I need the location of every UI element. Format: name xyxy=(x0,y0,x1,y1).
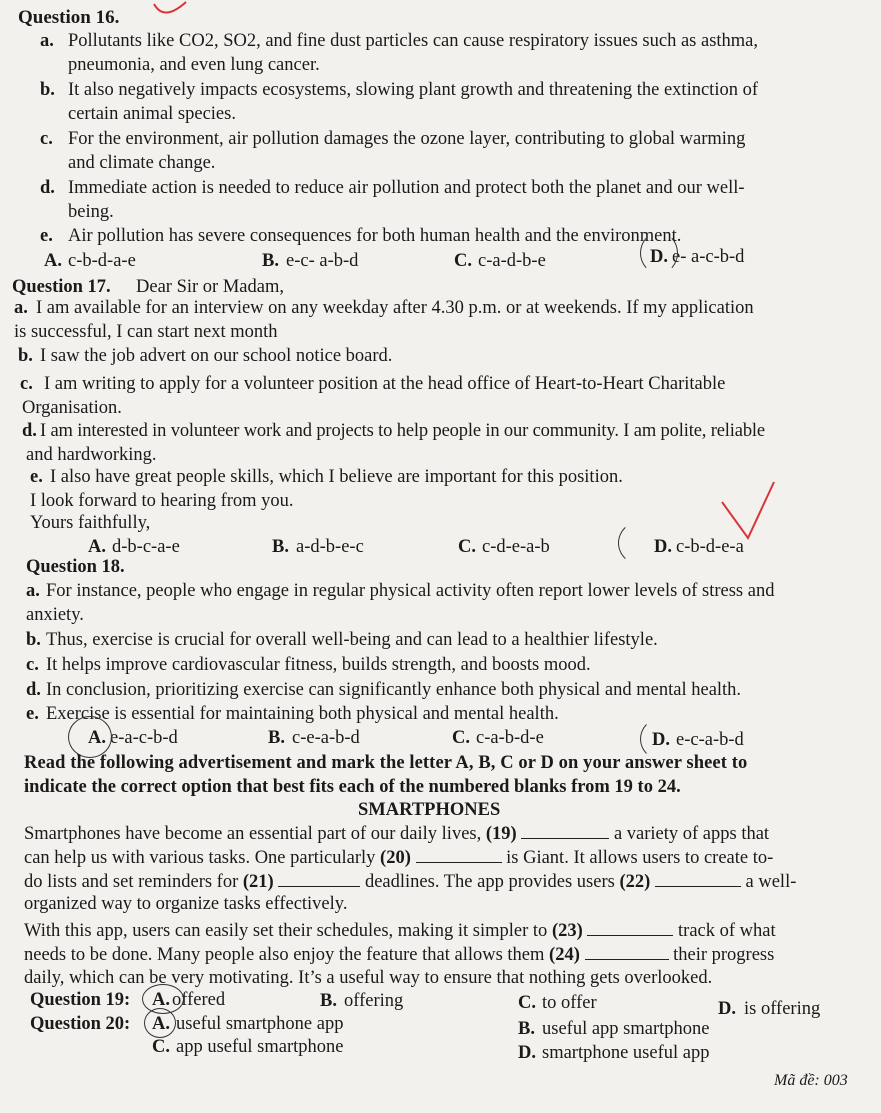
q16-a-letter: a. xyxy=(40,31,54,51)
q17-c-line2: Organisation. xyxy=(22,398,122,418)
q19-opt-d[interactable]: is offering xyxy=(744,999,821,1019)
q16-a-line1: Pollutants like CO2, SO2, and fine dust particles can cause respiratory issues such as asthma, xyxy=(68,31,759,51)
passage-line xyxy=(24,919,776,943)
q16-c-letter: c. xyxy=(40,129,53,149)
q16-opt-c[interactable]: c-a-d-b-e xyxy=(478,251,546,271)
blank-20[interactable] xyxy=(416,846,502,863)
q17-d-letter: d. xyxy=(22,421,37,441)
q16-opt-b[interactable]: e-c- a-b-d xyxy=(286,251,359,271)
q19-opt-c[interactable]: to offer xyxy=(542,993,597,1013)
q17-d-line1: I am interested in volunteer work and projects to help people in our community. I am polite, reliable xyxy=(40,421,765,441)
q17-opt-a[interactable]: d-b-c-a-e xyxy=(112,537,180,557)
red-check-icon xyxy=(718,478,778,544)
blank-number-21: (21) xyxy=(242,872,274,892)
q17-opt-c-letter: C. xyxy=(458,537,476,557)
q20-opt-d[interactable]: smartphone useful app xyxy=(542,1043,710,1063)
q16-c-line1: For the environment, air pollution damages the ozone layer, contributing to global warming xyxy=(68,129,746,149)
q17-opt-d[interactable]: c-b-d-e-a xyxy=(676,537,744,557)
q16-opt-a[interactable]: c-b-d-a-e xyxy=(68,251,136,271)
q18-b-letter: b. xyxy=(26,630,41,650)
q17-e-line1: I also have great people skills, which I believe are important for this position. xyxy=(50,467,623,487)
blank-23[interactable] xyxy=(587,919,673,936)
q18-b-line1: Thus, exercise is crucial for overall well-being and can lead to a healthier lifestyle. xyxy=(46,630,658,650)
q20-opt-a-letter: A. xyxy=(152,1014,170,1034)
q20-title: Question 20: xyxy=(30,1014,131,1034)
passage-line: organized way to organize tasks effectively. xyxy=(24,894,348,914)
q20-opt-a[interactable]: useful smartphone app xyxy=(176,1014,344,1034)
blank-number-20: (20) xyxy=(380,848,411,868)
q16-title: Question 16. xyxy=(18,7,120,28)
q18-opt-b[interactable]: c-e-a-b-d xyxy=(292,728,360,748)
q17-opt-a-letter: A. xyxy=(88,537,106,557)
q18-a-letter: a. xyxy=(26,581,40,601)
q17-opt-b-letter: B. xyxy=(272,537,289,557)
q17-b-letter: b. xyxy=(18,346,33,366)
red-check-icon xyxy=(150,0,190,22)
q18-c-letter: c. xyxy=(26,655,39,675)
passage-text: With this app, users can easily set their schedules, making it simpler to xyxy=(24,921,548,941)
q16-e-letter: e. xyxy=(40,226,53,246)
q18-opt-b-letter: B. xyxy=(268,728,285,748)
passage-text: track of what xyxy=(678,921,776,941)
q18-c-line1: It helps improve cardiovascular fitness, builds strength, and boosts mood. xyxy=(46,655,591,675)
blank-number-19: (19) xyxy=(485,824,517,844)
q16-opt-d[interactable]: e- a-c-b-d xyxy=(672,247,745,267)
q20-opt-b[interactable]: useful app smartphone xyxy=(542,1019,710,1039)
q17-a-line2: is successful, I can start next month xyxy=(14,322,278,342)
blank-24[interactable] xyxy=(585,943,669,960)
passage-text: do lists and set reminders for xyxy=(24,872,239,892)
q20-opt-b-letter: B. xyxy=(518,1019,535,1039)
q17-opt-b[interactable]: a-d-b-e-c xyxy=(296,537,364,557)
passage-text: a well- xyxy=(745,872,797,892)
q16-b-line1: It also negatively impacts ecosystems, slowing plant growth and threatening the extinction of xyxy=(68,80,758,100)
q17-a-letter: a. xyxy=(14,298,28,318)
q16-opt-c-letter: C. xyxy=(454,251,472,271)
q18-opt-d[interactable]: e-c-a-b-d xyxy=(676,730,744,750)
q16-e-line1: Air pollution has severe consequences for both human health and the environment. xyxy=(68,226,682,246)
q18-opt-a-letter: A. xyxy=(88,728,106,748)
instructions-line2: indicate the correct option that best fits each of the numbered blanks from 19 to 24. xyxy=(24,777,681,797)
q18-d-letter: d. xyxy=(26,680,41,700)
q16-opt-d-letter: D. xyxy=(650,247,668,267)
circled-answer-mark xyxy=(618,520,668,566)
q18-opt-c[interactable]: c-a-b-d-e xyxy=(476,728,544,748)
instructions-line1: Read the following advertisement and mark the letter A, B, C or D on your answer sheet to xyxy=(24,753,748,773)
passage-text: needs to be done. Many people also enjoy the feature that allows them xyxy=(24,945,545,965)
q18-e-line1: Exercise is essential for maintaining both physical and mental health. xyxy=(46,704,559,724)
blank-21[interactable] xyxy=(278,870,360,887)
q16-opt-a-letter: A. xyxy=(44,251,62,271)
q18-d-line1: In conclusion, prioritizing exercise can significantly enhance both physical and mental health. xyxy=(46,680,742,700)
q17-c-line1: I am writing to apply for a volunteer position at the head office of Heart-to-Heart Charitable xyxy=(44,374,726,394)
passage-text: their progress xyxy=(673,945,775,965)
q17-closing-2: Yours faithfully, xyxy=(30,513,151,533)
q16-d-line1: Immediate action is needed to reduce air pollution and protect both the planet and our well- xyxy=(68,178,745,198)
q16-b-line2: certain animal species. xyxy=(68,104,236,124)
q17-d-line2: and hardworking. xyxy=(26,445,157,465)
q18-opt-a[interactable]: e-a-c-b-d xyxy=(110,728,178,748)
passage-line xyxy=(24,822,769,846)
q20-opt-c[interactable]: app useful smartphone xyxy=(176,1037,344,1057)
q16-c-line2: and climate change. xyxy=(68,153,216,173)
passage-title: SMARTPHONES xyxy=(358,800,501,820)
q20-opt-d-letter: D. xyxy=(518,1043,536,1063)
q17-c-letter: c. xyxy=(20,374,33,394)
q16-d-letter: d. xyxy=(40,178,55,198)
q19-opt-a-letter: A. xyxy=(152,990,170,1010)
q19-opt-d-letter: D. xyxy=(718,999,736,1019)
q16-d-line2: being. xyxy=(68,202,114,222)
circled-answer-mark xyxy=(144,1008,176,1038)
q17-e-letter: e. xyxy=(30,467,43,487)
q16-b-letter: b. xyxy=(40,80,55,100)
passage-text: Smartphones have become an essential part of our daily lives, xyxy=(24,824,482,844)
q18-opt-c-letter: C. xyxy=(452,728,470,748)
q18-a-line1: For instance, people who engage in regular physical activity often report lower levels of stress and xyxy=(46,581,775,601)
q19-opt-a[interactable]: offered xyxy=(172,990,226,1010)
q17-opt-d-letter: D. xyxy=(654,537,672,557)
blank-number-24: (24) xyxy=(549,945,580,965)
q19-opt-c-letter: C. xyxy=(518,993,536,1013)
circled-answer-mark xyxy=(640,232,678,274)
exam-code: Mã đề: 003 xyxy=(774,1072,848,1089)
q18-title: Question 18. xyxy=(26,557,125,577)
q18-opt-d-letter: D. xyxy=(652,730,670,750)
q17-a-line1: I am available for an interview on any weekday after 4.30 p.m. or at weekends. If my application xyxy=(36,298,754,318)
passage-text: can help us with various tasks. One particularly xyxy=(24,848,376,868)
passage-text: is Giant. It allows users to create to- xyxy=(506,848,774,868)
q20-opt-c-letter: C. xyxy=(152,1037,170,1057)
q17-opt-c[interactable]: c-d-e-a-b xyxy=(482,537,550,557)
blank-number-23: (23) xyxy=(551,921,583,941)
passage-line xyxy=(24,870,796,894)
passage-text: deadlines. The app provides users xyxy=(364,872,615,892)
q17-b-line1: I saw the job advert on our school notice board. xyxy=(40,346,393,366)
passage-line: daily, which can be very motivating. It’s a useful way to ensure that nothing gets overlooked. xyxy=(24,968,713,988)
passage-text: a variety of apps that xyxy=(613,824,770,844)
q17-closing-1: I look forward to hearing from you. xyxy=(30,491,294,511)
q19-title: Question 19: xyxy=(30,990,131,1010)
blank-number-22: (22) xyxy=(619,872,651,892)
q18-a-line2: anxiety. xyxy=(26,605,84,625)
passage-line xyxy=(24,943,774,967)
q19-opt-b[interactable]: offering xyxy=(344,991,404,1011)
q17-title: Question 17. xyxy=(12,277,111,297)
q16-a-line2: pneumonia, and even lung cancer. xyxy=(68,55,320,75)
q19-opt-b-letter: B. xyxy=(320,991,337,1011)
passage-line xyxy=(24,846,773,870)
q16-opt-b-letter: B. xyxy=(262,251,279,271)
blank-19[interactable] xyxy=(521,822,609,839)
blank-22[interactable] xyxy=(655,870,741,887)
q17-salutation: Dear Sir or Madam, xyxy=(136,277,284,297)
q18-e-letter: e. xyxy=(26,704,39,724)
